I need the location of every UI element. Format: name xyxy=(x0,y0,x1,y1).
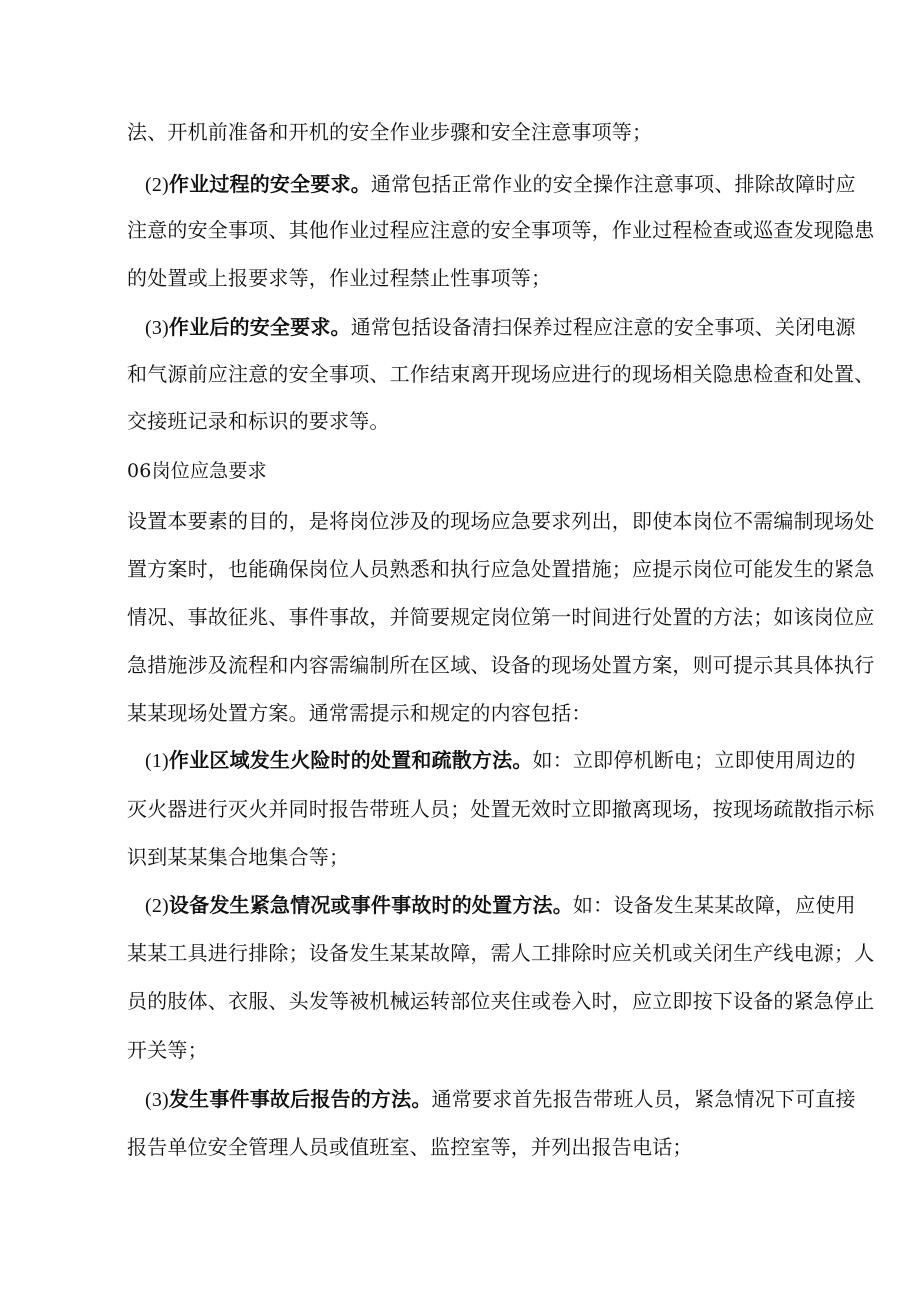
item-number: (3) xyxy=(145,1089,169,1111)
paragraph-line xyxy=(127,843,867,871)
text: 交接班记录和标识的要求等。 xyxy=(127,409,390,433)
paragraph-line xyxy=(127,216,875,244)
paragraph-line xyxy=(127,939,875,967)
text: 某某工具进行排除；设备发生某某故障，需人工排除时应关机或关闭生产线电源；人 xyxy=(127,941,875,965)
text: 情况、事故征兆、事件事故，并简要规定岗位第一时间进行处置的方法；如该岗位应 xyxy=(127,605,875,629)
paragraph-line xyxy=(145,170,885,199)
text: 注意的安全事项、其他作业过程应注意的安全事项等，作业过程检查或巡查发现隐患 xyxy=(127,218,875,242)
text: 设置本要素的目的，是将岗位涉及的现场应急要求列出，即使本岗位不需编制现场处 xyxy=(127,509,875,533)
paragraph-line xyxy=(127,264,867,292)
text: 灭火器进行灭火并同时报告带班人员；处置无效时立即撤离现场，按现场疏散指示标 xyxy=(127,797,875,821)
paragraph-line xyxy=(127,699,867,727)
item-bold-heading: 设备发生紧急情况或事件事故时的处置方法。 xyxy=(168,893,573,917)
paragraph-line xyxy=(127,1036,867,1064)
paragraph-line xyxy=(145,746,885,775)
text: 如：立即停机断电；立即使用周边的 xyxy=(532,748,856,772)
text: 识到某某集合地集合等； xyxy=(127,845,350,869)
item-number: (1) xyxy=(145,750,169,772)
item-bold-heading: 作业区域发生火险时的处置和疏散方法。 xyxy=(168,748,533,772)
paragraph-line xyxy=(127,651,875,679)
item-bold-heading: 发生事件事故后报告的方法。 xyxy=(168,1087,432,1111)
item-bold-heading: 作业后的安全要求。 xyxy=(168,315,351,339)
paragraph-line xyxy=(127,507,875,535)
text: 如：设备发生某某故障，应使用 xyxy=(572,893,856,917)
paragraph-line xyxy=(145,313,885,342)
text: 急措施涉及流程和内容需编制所在区域、设备的现场处置方案，则可提示其具体执行 xyxy=(127,653,875,677)
paragraph-line xyxy=(145,891,885,920)
text: 报告单位安全管理人员或值班室、监控室等，并列出报告电话； xyxy=(127,1135,693,1159)
text: 通常要求首先报告带班人员，紧急情况下可直接 xyxy=(431,1087,856,1111)
text: 员的肢体、衣服、头发等被机械运转部位夹住或卷入时，应立即按下设备的紧急停止 xyxy=(127,989,875,1013)
text: 的处置或上报要求等，作业过程禁止性事项等； xyxy=(127,266,552,290)
item-number: (2) xyxy=(145,174,169,196)
paragraph-line xyxy=(127,1133,867,1161)
text: 通常包括设备清扫保养过程应注意的安全事项、关闭电源 xyxy=(350,315,856,339)
text: 通常包括正常作业的安全操作注意事项、排除故障时应 xyxy=(370,172,856,196)
text: 法、开机前准备和开机的安全作业步骤和安全注意事项等； xyxy=(127,120,653,144)
item-number: (2) xyxy=(145,895,169,917)
paragraph-line xyxy=(127,360,875,388)
text: 开关等； xyxy=(127,1038,208,1062)
text: 和气源前应注意的安全事项、工作结束离开现场应进行的现场相关隐患检查和处置、 xyxy=(127,362,875,386)
paragraph-line xyxy=(145,1085,885,1114)
paragraph-line xyxy=(127,603,875,631)
section-heading-text: 06岗位应急要求 xyxy=(127,460,267,482)
text: 某某现场处置方案。通常需提示和规定的内容包括： xyxy=(127,701,592,725)
section-heading xyxy=(127,457,867,485)
item-number: (3) xyxy=(145,317,169,339)
paragraph-line xyxy=(127,555,875,583)
text: 置方案时，也能确保岗位人员熟悉和执行应急处置措施；应提示岗位可能发生的紧急 xyxy=(127,557,875,581)
item-bold-heading: 作业过程的安全要求。 xyxy=(168,172,371,196)
paragraph-line xyxy=(127,407,867,435)
paragraph-line xyxy=(127,987,875,1015)
paragraph-line xyxy=(127,118,867,146)
paragraph-line xyxy=(127,795,875,823)
